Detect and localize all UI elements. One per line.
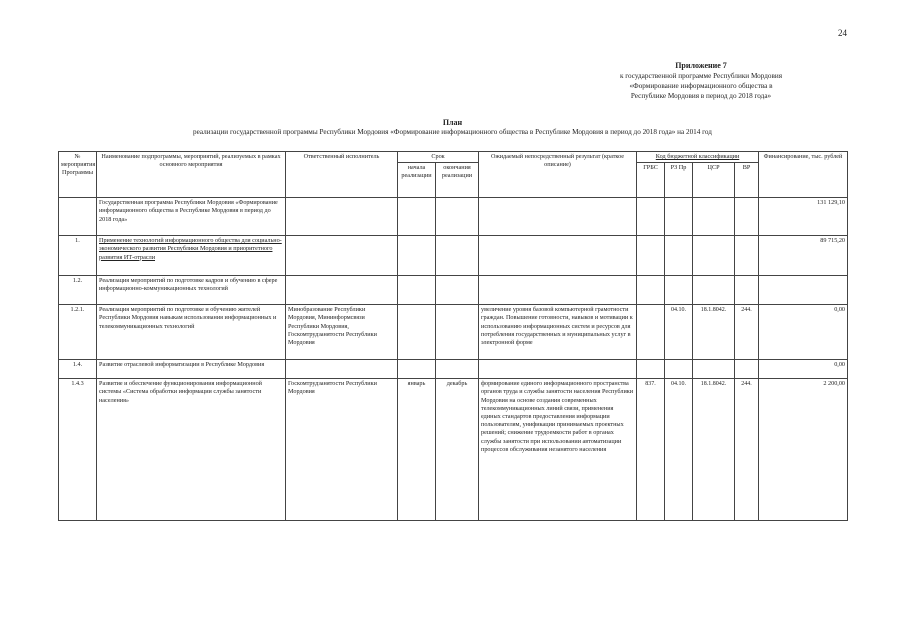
row-vr — [735, 198, 759, 236]
row-amount: 0,00 — [759, 305, 848, 360]
row-vr — [735, 276, 759, 305]
row-executor — [286, 236, 398, 276]
row-csr — [693, 360, 735, 379]
header-term-end: окончания реализации — [436, 163, 479, 198]
row-end — [436, 276, 479, 305]
row-num: 1.4.3 — [59, 379, 97, 521]
row-name: Применение технологий информационного общества для социально-экономического развития Республики Мордовия и приоритетного развития ИТ-отрасли — [97, 236, 286, 276]
row-start — [398, 305, 436, 360]
appendix-line-2: «Формирование информационного общества в — [629, 82, 773, 90]
header-result: Ожидаемый непосредственный результат (краткое описание) — [479, 152, 637, 198]
row-executor — [286, 198, 398, 236]
row-vr — [735, 236, 759, 276]
plan-table — [58, 151, 848, 521]
row-grbs — [637, 236, 665, 276]
appendix-line-1: к государственной программе Республики Мордовия — [619, 72, 783, 80]
row-grbs — [637, 198, 665, 236]
row-name: Развитие отраслевой информатизации в Республике Мордовия — [97, 360, 286, 379]
table-row — [59, 305, 848, 360]
header-term: Срок — [398, 152, 479, 163]
appendix-block — [551, 61, 851, 101]
row-num: 1. — [59, 236, 97, 276]
row-result — [479, 198, 637, 236]
row-csr: 18.1.8042. — [693, 379, 735, 521]
row-rz — [665, 198, 693, 236]
header-rz: РЗ Пр — [665, 163, 693, 198]
row-result — [479, 236, 637, 276]
row-rz — [665, 236, 693, 276]
row-csr — [693, 276, 735, 305]
row-amount: 0,00 — [759, 360, 848, 379]
row-amount: 131 129,10 — [759, 198, 848, 236]
row-csr: 18.1.8042. — [693, 305, 735, 360]
row-start — [398, 198, 436, 236]
header-vr: ВР — [735, 163, 759, 198]
row-end: декабрь — [436, 379, 479, 521]
header-financing: Финансирование, тыс. рублей — [759, 152, 848, 198]
row-name: Государственная программа Республики Мордовия «Формирование информационного общества в Республике Мордовия в период до 2018 года» — [97, 198, 286, 236]
row-start — [398, 236, 436, 276]
row-start — [398, 276, 436, 305]
row-result: формирование единого информационного пространства органов труда и службы занятости населения Республики Мордовия на основе создания современных телекоммуникационных линий связи, применения единых стандартов предоставления информации пользователям, унификации принимаемых проектных решений; снижение трудоемкости работ в органах службы занятости при использовании автоматизации процессов обслуживания незанятого населения — [479, 379, 637, 521]
row-start: январь — [398, 379, 436, 521]
row-amount: 2 200,00 — [759, 379, 848, 521]
header-name: Наименование подпрограммы, мероприятий, реализуемых в рамках основного мероприятия — [97, 152, 286, 198]
appendix-title: Приложение 7 — [675, 61, 727, 70]
row-grbs: 837. — [637, 379, 665, 521]
table-row — [59, 236, 848, 276]
row-rz: 04.10. — [665, 379, 693, 521]
row-csr — [693, 236, 735, 276]
row-name: Реализация мероприятий по подготовке кадров и обучению в сфере информационно-коммуникационных технологий — [97, 276, 286, 305]
row-rz — [665, 276, 693, 305]
row-name: Развитие и обеспечение функционирования информационной системы «Система обработки информации службы занятости населения» — [97, 379, 286, 521]
document-subtitle: реализации государственной программы Республики Мордовия «Формирование информационного общества в Республике Мордовия в период до 2018 года» на 2014 год — [193, 128, 712, 136]
row-csr — [693, 198, 735, 236]
row-vr: 244. — [735, 379, 759, 521]
row-amount: 89 715,20 — [759, 236, 848, 276]
row-num: 1.2. — [59, 276, 97, 305]
header-csr: ЦСР — [693, 163, 735, 198]
header-term-start: начала реализации — [398, 163, 436, 198]
row-rz — [665, 360, 693, 379]
row-result — [479, 360, 637, 379]
row-num: 1.4. — [59, 360, 97, 379]
row-executor: Минобразование Республики Мордовия, Мининформсвязи Республики Мордовия, Госкомтрудзанятости Республики Мордовия — [286, 305, 398, 360]
row-end — [436, 198, 479, 236]
header-executor: Ответственный исполнитель — [286, 152, 398, 198]
row-executor — [286, 276, 398, 305]
row-end — [436, 305, 479, 360]
header-num: № мероприятия Программы — [59, 152, 97, 198]
row-name: Реализация мероприятий по подготовке и обучению жителей Республики Мордовия навыкам использования информационных и телекоммуникационных технологий — [97, 305, 286, 360]
document-title: План — [442, 118, 463, 127]
table-row — [59, 198, 848, 236]
row-executor: Госкомтрудзанятости Республики Мордовия — [286, 379, 398, 521]
row-result: увеличение уровня базовой компьютерной грамотности граждан. Повышение готовности, навыков и мотивации к использованию информационных систем и ресурсов для потребления государственных и муниципальных услуг в электронной форме — [479, 305, 637, 360]
row-end — [436, 236, 479, 276]
header-grbs: ГРБС — [637, 163, 665, 198]
row-end — [436, 360, 479, 379]
row-vr — [735, 360, 759, 379]
row-grbs — [637, 276, 665, 305]
table-row — [59, 379, 848, 521]
table-row — [59, 360, 848, 379]
row-amount — [759, 276, 848, 305]
header-kbk: Код бюджетной классификации — [637, 152, 759, 163]
row-executor — [286, 360, 398, 379]
page-number: 24 — [838, 28, 847, 38]
row-grbs — [637, 305, 665, 360]
row-result — [479, 276, 637, 305]
row-grbs — [637, 360, 665, 379]
table-row — [59, 276, 848, 305]
row-rz: 04.10. — [665, 305, 693, 360]
row-vr: 244. — [735, 305, 759, 360]
row-start — [398, 360, 436, 379]
appendix-line-3: Республике Мордовия в период до 2018 года» — [630, 92, 772, 100]
row-num — [59, 198, 97, 236]
row-num: 1.2.1. — [59, 305, 97, 360]
